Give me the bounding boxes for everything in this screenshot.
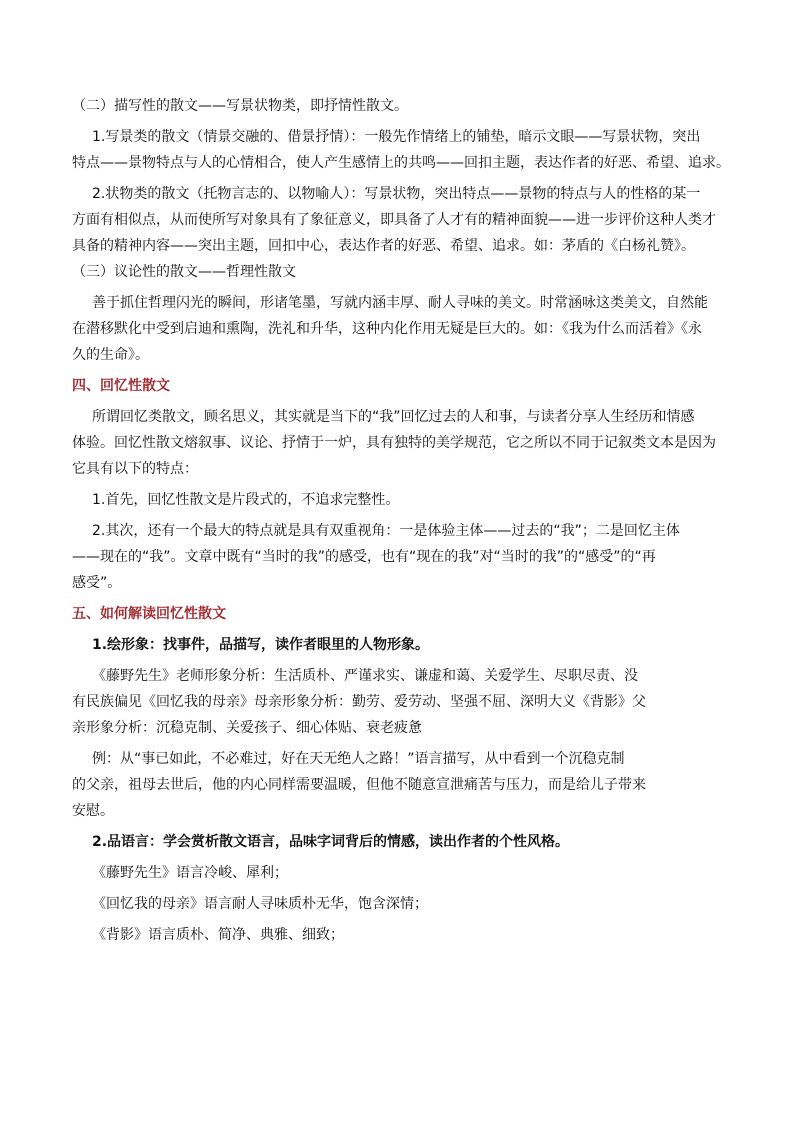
paragraph-line: ——现在的“我”。文章中既有“当时的我”的感受，也有“现在的我”对“当时的我”的“感受”的“再	[72, 549, 656, 565]
paragraph-line: 例：从“事已如此，不必难过，好在天无绝人之路！”语言描写，从中看到一个沉稳克制	[92, 751, 625, 767]
paragraph-line: 所谓回忆类散文，顾名思义，其实就是当下的“我”回忆过去的人和事，与读者分享人生经历和情感	[92, 409, 695, 425]
paragraph-line: 久的生命》。	[72, 347, 149, 363]
paragraph-line: 善于抓住哲理闪光的瞬间，形诸笔墨，写就内涵丰厚、耐人寻味的美文。时常涵咏这类美文，自然能	[92, 295, 708, 311]
paragraph-line: 感受”。	[72, 575, 122, 591]
paragraph-line: 1.写景类的散文（情景交融的、借景抒情）：一般先作情绪上的铺垫，暗示文眼——写景状物，突出	[92, 129, 701, 145]
section-3-title: （三）议论性的散文——哲理性散文	[72, 264, 296, 280]
subheading-bold: 1.绘形象：找事件，品描写，读作者眼里的人物形象。	[92, 637, 430, 653]
paragraph-line: 2.状物类的散文（托物言志的、以物喻人）：写景状物，突出特点——景物的特点与人的性格的某一	[92, 186, 701, 202]
section-2-title: （二）描写性的散文——写景状物类，即抒情性散文。	[72, 98, 408, 114]
list-item: 《藤野先生》语言冷峻、犀利；	[92, 865, 288, 881]
paragraph-line: 特点——景物特点与人的心情相合，使人产生感情上的共鸣——回扣主题，表达作者的好恶、希望、追求。	[72, 155, 730, 171]
section-4-heading: 四、回忆性散文	[72, 378, 170, 394]
paragraph-line: 在潜移默化中受到启迪和熏陶，洗礼和升华，这种内化作用无疑是巨大的。如：《我为什么而活着》《永	[72, 321, 702, 337]
paragraph-line: 方面有相似点，从而使所写对象具有了象征意义，即具备了人才有的精神面貌——进一步评价这种人类才	[72, 212, 716, 228]
section-5-heading: 五、如何解读回忆性散文	[72, 606, 226, 622]
paragraph-line: 2.其次，还有一个最大的特点就是具有双重视角：一是体验主体——过去的“我”；二是回忆主体	[92, 523, 680, 539]
paragraph-line: 1.首先，回忆性散文是片段式的，不追求完整性。	[92, 492, 400, 508]
document-page	[72, 96, 730, 945]
list-item: 《回忆我的母亲》语言耐人寻味质朴无华，饱含深情；	[92, 896, 428, 912]
paragraph-line: 体验。回忆性散文熔叙事、议论、抒情于一炉，具有独特的美学规范，它之所以不同于记叙类文本是因为	[72, 435, 716, 451]
paragraph-line: 安慰。	[72, 803, 114, 819]
paragraph-line: 它具有以下的特点：	[72, 461, 198, 477]
paragraph-line: 的父亲，祖母去世后，他的内心同样需要温暖，但他不随意宣泄痛苦与压力，而是给儿子带来	[72, 777, 646, 793]
paragraph-line: 具备的精神内容——突出主题，回扣中心，表达作者的好恶、希望、追求。如：茅盾的《白杨礼赞》。	[72, 238, 695, 254]
list-item: 《背影》语言质朴、简净、典雅、细致；	[92, 927, 344, 943]
subheading-bold: 2.品语言：学会赏析散文语言，品味字词背后的情感，读出作者的个性风格。	[92, 834, 570, 850]
paragraph-line: 亲形象分析：沉稳克制、关爱孩子、细心体贴、衰老疲惫	[72, 720, 422, 736]
paragraph-line: 《藤野先生》老师形象分析：生活质朴、严谨求实、谦虚和蔼、关爱学生、尽职尽责、没	[92, 668, 638, 684]
paragraph-line: 有民族偏见《回忆我的母亲》母亲形象分析：勤劳、爱劳动、坚强不屈、深明大义《背影》父	[72, 694, 646, 710]
